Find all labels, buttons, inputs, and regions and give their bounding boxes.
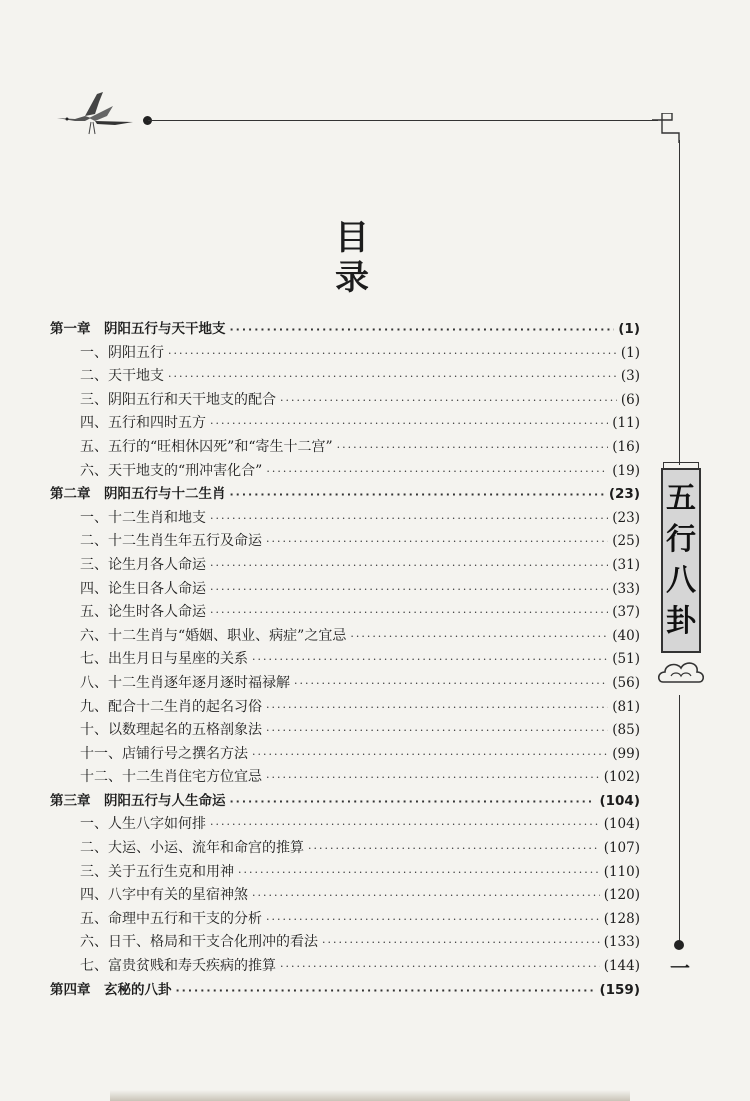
toc-section-row[interactable] bbox=[50, 743, 640, 767]
toc-section-row[interactable] bbox=[50, 766, 640, 790]
toc-leader-dots bbox=[350, 625, 608, 649]
toc-leader-dots bbox=[280, 955, 600, 979]
toc-leader-dots bbox=[168, 365, 617, 389]
toc-section-row[interactable] bbox=[50, 837, 640, 861]
toc-entry-label: 三、阴阳五行和天干地支的配合 bbox=[80, 391, 276, 408]
toc-section-row[interactable] bbox=[50, 530, 640, 554]
toc-leader-dots bbox=[168, 342, 617, 366]
toc-leader-dots bbox=[266, 460, 608, 484]
side-tab bbox=[661, 468, 701, 653]
toc-entry-page: (56) bbox=[612, 674, 640, 691]
toc-section-row[interactable] bbox=[50, 648, 640, 672]
toc-entry-label: 七、出生月日与星座的关系 bbox=[80, 651, 248, 668]
toc-entry-page: (144) bbox=[603, 958, 640, 975]
toc-section-row[interactable] bbox=[50, 861, 640, 885]
toc-leader-dots bbox=[322, 931, 600, 955]
toc-list bbox=[50, 318, 640, 1002]
toc-section-row[interactable] bbox=[50, 578, 640, 602]
toc-entry-page: (159) bbox=[599, 981, 640, 998]
toc-entry-page: (23) bbox=[612, 509, 640, 526]
toc-chapter-row[interactable] bbox=[50, 979, 640, 1003]
toc-leader-dots bbox=[210, 601, 608, 625]
toc-section-row[interactable] bbox=[50, 884, 640, 908]
cloud-ornament-icon bbox=[655, 652, 707, 692]
toc-entry-page: (25) bbox=[612, 533, 640, 550]
toc-section-row[interactable] bbox=[50, 908, 640, 932]
toc-leader-dots bbox=[294, 672, 608, 696]
toc-entry-label: 五、五行的“旺相休囚死”和“寄生十二宫” bbox=[80, 438, 333, 455]
toc-entry-label: 第四章 玄秘的八卦 bbox=[50, 981, 172, 998]
frame-corner-ornament bbox=[652, 113, 682, 143]
toc-entry-label: 一、人生八字如何排 bbox=[80, 816, 206, 833]
toc-entry-page: (3) bbox=[620, 368, 640, 385]
toc-entry-page: (110) bbox=[603, 863, 640, 880]
toc-section-row[interactable] bbox=[50, 342, 640, 366]
toc-section-row[interactable] bbox=[50, 507, 640, 531]
toc-section-row[interactable] bbox=[50, 436, 640, 460]
toc-entry-label: 十二、十二生肖住宅方位宜忌 bbox=[80, 769, 262, 786]
toc-entry-label: 六、天干地支的“刑冲害化合” bbox=[80, 462, 263, 479]
toc-entry-label: 三、论生月各人命运 bbox=[80, 556, 206, 573]
toc-entry-page: (37) bbox=[612, 604, 640, 621]
toc-entry-label: 八、十二生肖逐年逐月逐时福禄解 bbox=[80, 674, 290, 691]
frame-right-line bbox=[679, 140, 680, 465]
toc-leader-dots bbox=[266, 696, 608, 720]
toc-entry-label: 一、阴阳五行 bbox=[80, 344, 164, 361]
toc-entry-label: 二、天干地支 bbox=[80, 368, 164, 385]
toc-section-row[interactable] bbox=[50, 931, 640, 955]
toc-entry-page: (23) bbox=[608, 486, 640, 503]
frame-top-line bbox=[148, 120, 658, 121]
toc-entry-page: (1) bbox=[618, 321, 640, 337]
toc-entry-label: 十、以数理起名的五格剖象法 bbox=[80, 722, 262, 739]
toc-leader-dots bbox=[266, 719, 608, 743]
toc-entry-label: 五、论生时各人命运 bbox=[80, 604, 206, 621]
toc-chapter-row[interactable] bbox=[50, 318, 640, 342]
toc-leader-dots bbox=[210, 554, 608, 578]
page-edge-shadow bbox=[110, 1090, 630, 1101]
toc-entry-label: 四、八字中有关的星宿神煞 bbox=[80, 887, 248, 904]
toc-entry-label: 第一章 阴阳五行与天干地支 bbox=[50, 321, 226, 337]
toc-entry-label: 六、日干、格局和干支合化刑冲的看法 bbox=[80, 934, 318, 951]
toc-leader-dots bbox=[210, 412, 608, 436]
frame-right-line-lower bbox=[679, 695, 680, 945]
toc-entry-page: (11) bbox=[612, 415, 640, 432]
toc-entry-page: (16) bbox=[612, 438, 640, 455]
toc-section-row[interactable] bbox=[50, 696, 640, 720]
toc-chapter-row[interactable] bbox=[50, 790, 640, 814]
toc-entry-page: (40) bbox=[612, 627, 640, 644]
toc-leader-dots bbox=[210, 813, 600, 837]
toc-entry-label: 十一、店铺行号之撰名方法 bbox=[80, 745, 248, 762]
toc-section-row[interactable] bbox=[50, 460, 640, 484]
toc-chapter-row[interactable] bbox=[50, 483, 640, 507]
toc-entry-page: (19) bbox=[612, 462, 640, 479]
side-tab-char: 卦 bbox=[666, 604, 696, 640]
toc-entry-page: (1) bbox=[620, 344, 640, 361]
side-tab-char: 八 bbox=[666, 563, 696, 599]
toc-section-row[interactable] bbox=[50, 412, 640, 436]
toc-section-row[interactable] bbox=[50, 955, 640, 979]
toc-leader-dots bbox=[210, 507, 608, 531]
toc-entry-page: (81) bbox=[612, 698, 640, 715]
frame-dot-lower bbox=[674, 940, 684, 950]
toc-section-row[interactable] bbox=[50, 625, 640, 649]
toc-entry-label: 第三章 阴阳五行与人生命运 bbox=[50, 792, 226, 809]
toc-entry-page: (107) bbox=[603, 840, 640, 857]
toc-entry-page: (51) bbox=[612, 651, 640, 668]
toc-entry-page: (31) bbox=[612, 556, 640, 573]
toc-leader-dots bbox=[230, 483, 605, 507]
toc-leader-dots bbox=[337, 436, 609, 460]
toc-section-row[interactable] bbox=[50, 672, 640, 696]
toc-entry-page: (102) bbox=[603, 769, 640, 786]
page-title: 目 录 bbox=[335, 218, 395, 298]
toc-entry-label: 四、五行和四时五方 bbox=[80, 415, 206, 432]
toc-entry-page: (104) bbox=[599, 792, 640, 809]
toc-leader-dots bbox=[266, 908, 600, 932]
toc-leader-dots bbox=[252, 884, 600, 908]
toc-entry-label: 九、配合十二生肖的起名习俗 bbox=[80, 698, 262, 715]
toc-entry-label: 三、关于五行生克和用神 bbox=[80, 863, 234, 880]
toc-leader-dots bbox=[252, 743, 608, 767]
side-tab-char: 行 bbox=[666, 521, 696, 557]
toc-leader-dots bbox=[266, 766, 600, 790]
toc-section-row[interactable] bbox=[50, 601, 640, 625]
toc-entry-page: (85) bbox=[612, 722, 640, 739]
side-tab-char: 五 bbox=[666, 480, 696, 516]
toc-leader-dots bbox=[280, 389, 617, 413]
toc-section-row[interactable] bbox=[50, 365, 640, 389]
toc-leader-dots bbox=[266, 530, 608, 554]
toc-entry-label: 一、十二生肖和地支 bbox=[80, 509, 206, 526]
toc-leader-dots bbox=[308, 837, 600, 861]
toc-entry-label: 四、论生日各人命运 bbox=[80, 580, 206, 597]
toc-entry-page: (33) bbox=[612, 580, 640, 597]
crane-icon bbox=[55, 88, 135, 138]
toc-entry-page: (99) bbox=[612, 745, 640, 762]
toc-entry-label: 二、十二生肖生年五行及命运 bbox=[80, 533, 262, 550]
toc-entry-page: (6) bbox=[620, 391, 640, 408]
toc-entry-label: 五、命理中五行和干支的分析 bbox=[80, 910, 262, 927]
toc-leader-dots bbox=[238, 861, 600, 885]
toc-section-row[interactable] bbox=[50, 719, 640, 743]
toc-leader-dots bbox=[230, 790, 596, 814]
toc-entry-page: (133) bbox=[603, 934, 640, 951]
toc-section-row[interactable] bbox=[50, 389, 640, 413]
toc-entry-label: 二、大运、小运、流年和命宫的推算 bbox=[80, 840, 304, 857]
toc-leader-dots bbox=[252, 648, 608, 672]
toc-section-row[interactable] bbox=[50, 813, 640, 837]
toc-leader-dots bbox=[230, 318, 615, 342]
toc-leader-dots bbox=[210, 578, 608, 602]
toc-leader-dots bbox=[176, 979, 596, 1003]
toc-entry-page: (104) bbox=[603, 816, 640, 833]
toc-entry-label: 七、富贵贫贱和寿夭疾病的推算 bbox=[80, 958, 276, 975]
toc-section-row[interactable] bbox=[50, 554, 640, 578]
toc-entry-page: (120) bbox=[603, 887, 640, 904]
toc-entry-label: 第二章 阴阳五行与十二生肖 bbox=[50, 486, 226, 503]
page-number: 一 bbox=[670, 956, 690, 980]
toc-entry-label: 六、十二生肖与“婚姻、职业、病症”之宜忌 bbox=[80, 627, 347, 644]
toc-entry-page: (128) bbox=[603, 910, 640, 927]
